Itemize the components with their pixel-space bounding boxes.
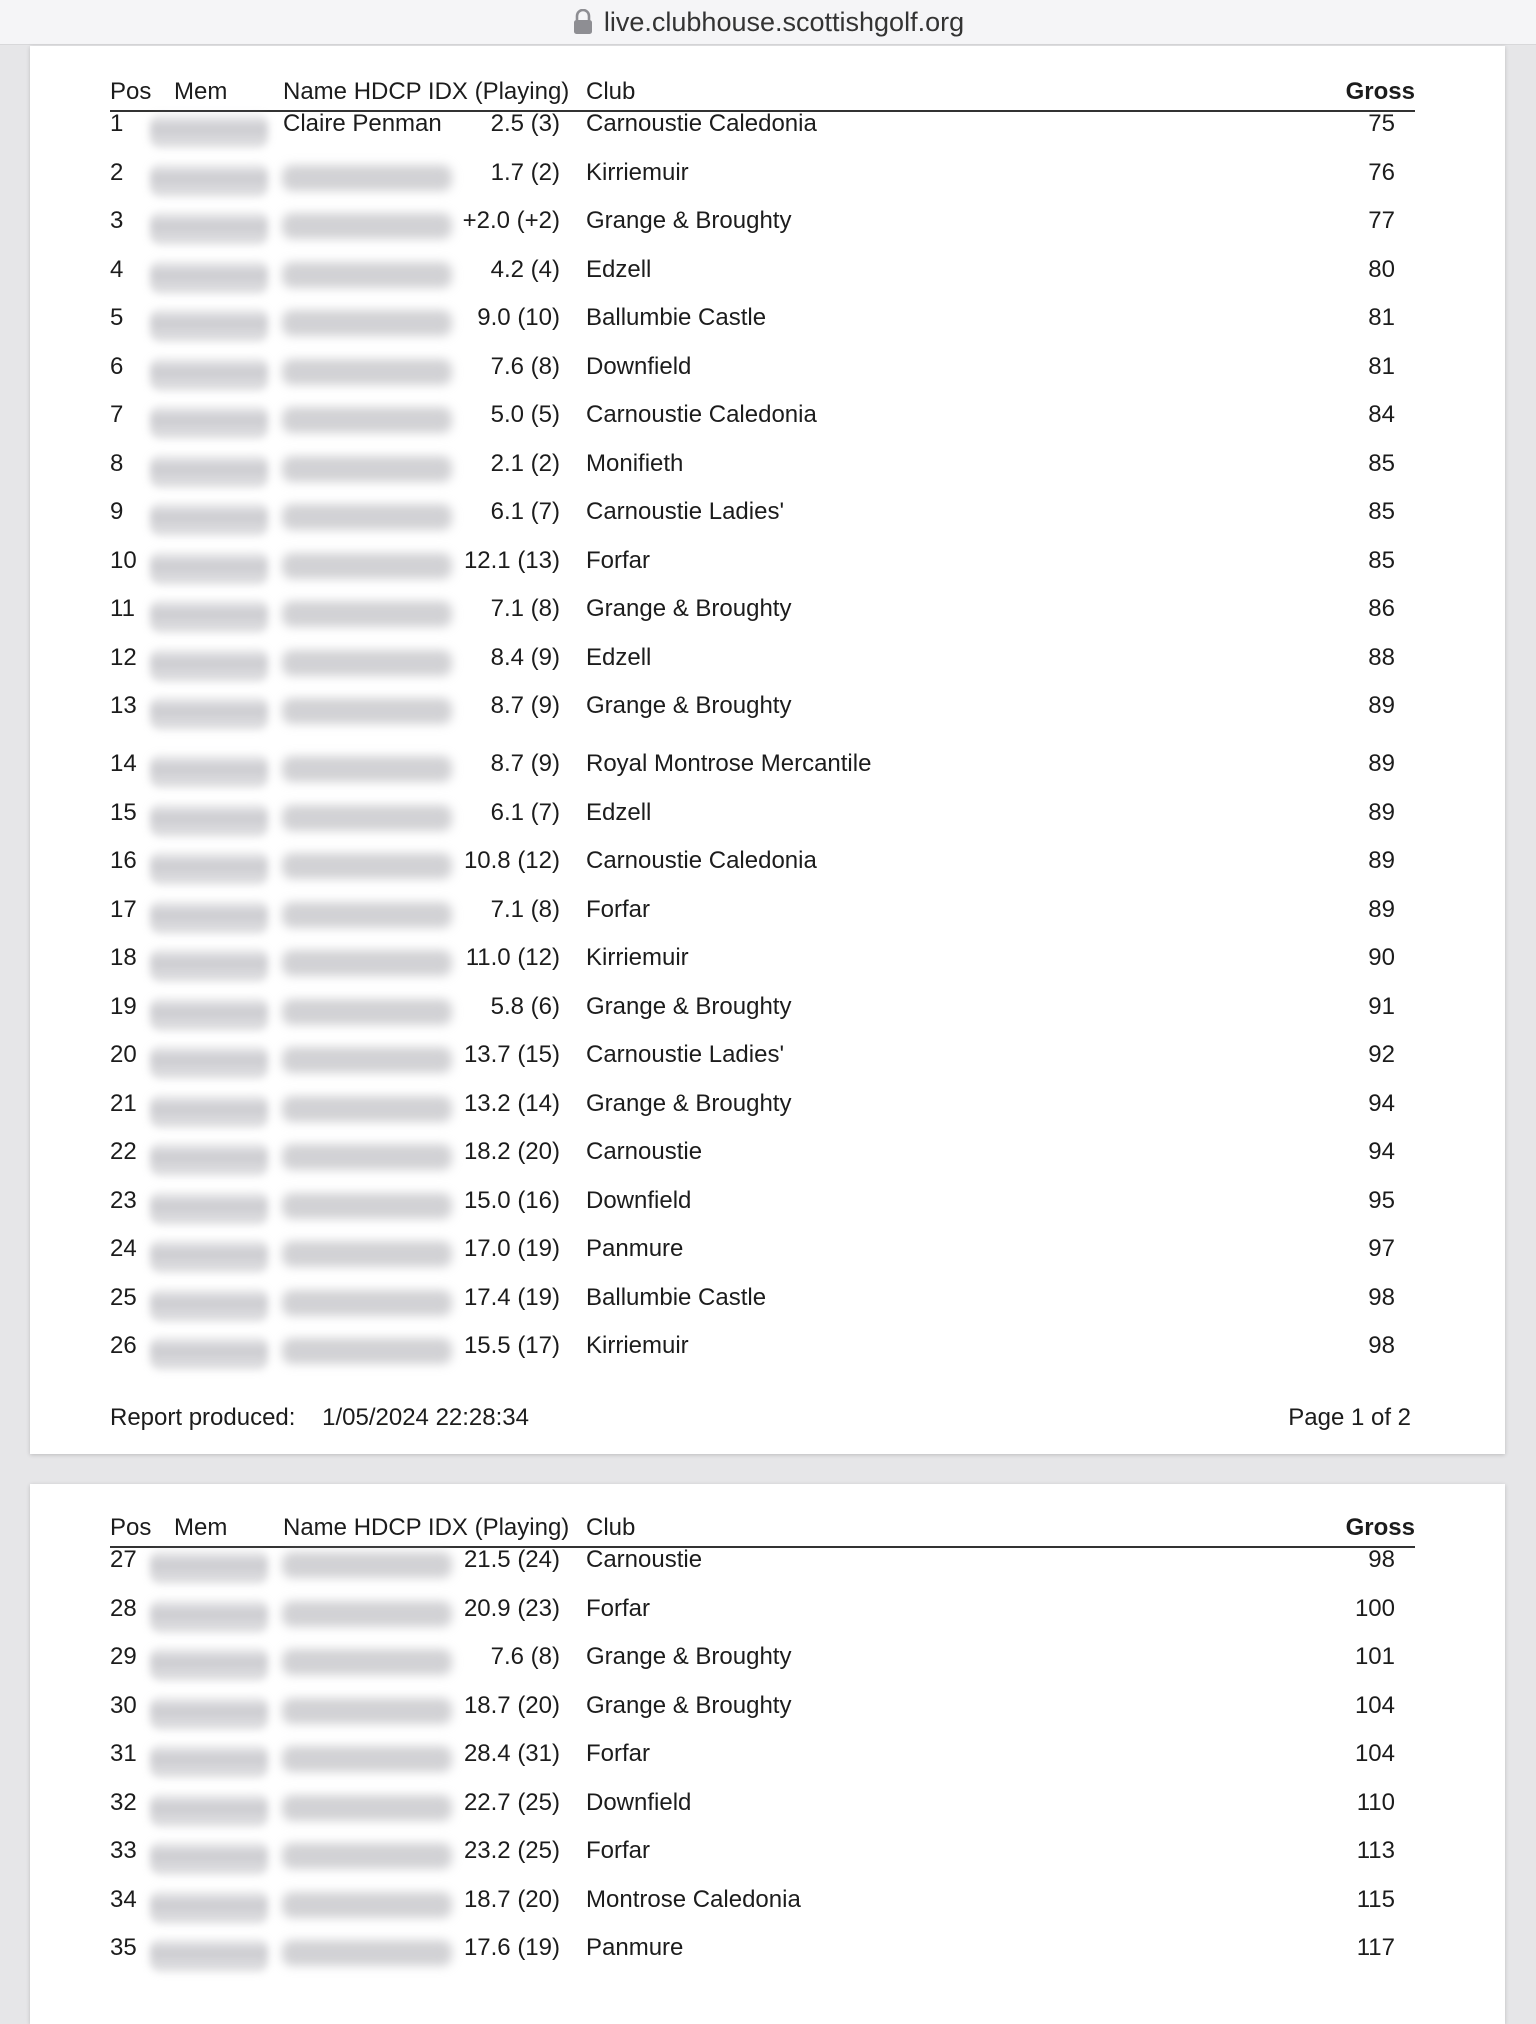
cell-gross: 91	[1368, 992, 1395, 1020]
cell-handicap: 7.1 (8)	[490, 895, 560, 923]
redacted-member-number	[150, 1288, 268, 1322]
table-row	[110, 1886, 1415, 1934]
cell-handicap: 18.7 (20)	[463, 1691, 560, 1719]
table-row	[110, 847, 1415, 895]
redacted-member-number	[150, 1239, 268, 1273]
cell-pos: 19	[110, 992, 137, 1020]
redacted-member-number	[150, 1793, 268, 1827]
cell-club: Grange & Broughty	[586, 1089, 792, 1117]
table-row	[110, 1284, 1415, 1332]
redacted-member-number	[150, 308, 268, 342]
cell-handicap: 4.2 (4)	[490, 255, 560, 283]
cell-club: Forfar	[586, 1837, 651, 1864]
cell-club: Edzell	[586, 255, 652, 283]
cell-gross: 80	[1368, 255, 1395, 283]
redacted-member-number	[150, 851, 268, 885]
cell-pos: 29	[110, 1643, 137, 1670]
cell-handicap: 1.7 (2)	[490, 158, 560, 186]
cell-pos: 10	[110, 546, 137, 574]
redacted-member-number	[150, 1142, 268, 1176]
cell-club: Montrose Caledonia	[586, 1885, 801, 1913]
redacted-member-number	[150, 1191, 268, 1225]
cell-handicap: 17.4 (19)	[463, 1283, 560, 1311]
cell-pos: 18	[110, 944, 137, 971]
header-pos: Pos	[110, 1514, 152, 1541]
table-row	[110, 450, 1415, 498]
url-text: live.clubhouse.scottishgolf.org	[603, 6, 965, 37]
cell-gross: 89	[1368, 847, 1395, 874]
table-row	[110, 1692, 1415, 1740]
cell-handicap: 21.5 (24)	[463, 1546, 560, 1573]
cell-pos: 22	[110, 1138, 137, 1165]
header-gross: Gross	[1345, 1514, 1415, 1541]
table-row	[110, 110, 1415, 158]
cell-handicap: 8.7 (9)	[490, 692, 560, 719]
cell-club: Carnoustie	[586, 1138, 703, 1165]
cell-pos: 17	[110, 895, 137, 923]
cell-handicap: 7.6 (8)	[490, 1643, 560, 1670]
cell-handicap: 5.0 (5)	[490, 401, 560, 428]
cell-handicap: 7.1 (8)	[490, 595, 560, 622]
redacted-member-number	[150, 1045, 268, 1079]
header-mem: Mem	[174, 1514, 228, 1541]
header-gross: Gross	[1345, 78, 1415, 105]
redacted-member-number	[150, 551, 268, 585]
header-name: Name HDCP IDX (Playing)	[283, 78, 570, 105]
cell-handicap: 18.7 (20)	[463, 1885, 560, 1913]
cell-gross: 90	[1368, 944, 1395, 971]
report-produced	[110, 1404, 529, 1432]
cell-pos: 11	[110, 595, 135, 622]
cell-gross: 97	[1368, 1235, 1395, 1262]
cell-club: Forfar	[586, 1594, 651, 1622]
table-row	[110, 1643, 1415, 1691]
redacted-member-number	[150, 1696, 268, 1730]
cell-gross: 89	[1368, 750, 1395, 777]
cell-pos: 30	[110, 1691, 137, 1719]
cell-gross: 81	[1368, 352, 1395, 380]
header-mem: Mem	[174, 78, 228, 105]
page-number: Page 1 of 2	[1288, 1404, 1411, 1431]
cell-pos: 3	[110, 207, 124, 234]
cell-club: Grange & Broughty	[586, 692, 792, 719]
cell-handicap: 12.1 (13)	[463, 546, 560, 574]
cell-gross: 85	[1368, 449, 1395, 477]
cell-handicap: 17.0 (19)	[463, 1235, 560, 1262]
redacted-member-number	[150, 1841, 268, 1875]
cell-gross: 81	[1368, 304, 1395, 331]
table-row	[110, 692, 1415, 740]
cell-pos: 21	[110, 1089, 137, 1117]
report-page-2	[30, 1484, 1505, 2024]
table-row	[110, 1235, 1415, 1283]
cell-pos: 1	[110, 110, 124, 137]
redacted-member-number	[150, 1744, 268, 1778]
table-row	[110, 304, 1415, 352]
cell-pos: 34	[110, 1885, 137, 1913]
table-row	[110, 1837, 1415, 1885]
report-produced-date: 1/05/2024 22:28:34	[322, 1404, 529, 1431]
cell-gross: 94	[1368, 1138, 1395, 1165]
cell-club: Carnoustie Caledonia	[586, 401, 817, 428]
cell-gross: 100	[1354, 1594, 1395, 1622]
table-row	[110, 993, 1415, 1041]
cell-handicap: 20.9 (23)	[463, 1594, 560, 1622]
cell-pos: 8	[110, 449, 124, 477]
cell-club: Grange & Broughty	[586, 1691, 792, 1719]
redacted-member-number	[150, 1094, 268, 1128]
table-row	[110, 256, 1415, 304]
redacted-member-number	[150, 1938, 268, 1972]
header-club: Club	[586, 78, 636, 105]
cell-club: Carnoustie Caledonia	[586, 110, 817, 137]
table-row	[110, 207, 1415, 255]
redacted-member-number	[150, 1599, 268, 1633]
cell-pos: 25	[110, 1283, 137, 1311]
cell-pos: 20	[110, 1041, 137, 1068]
redacted-member-number	[150, 696, 268, 730]
cell-pos: 27	[110, 1546, 137, 1573]
cell-name: Claire Penman	[283, 110, 442, 137]
header-pos: Pos	[110, 78, 152, 105]
cell-pos: 14	[110, 750, 137, 777]
address-bar[interactable]	[0, 0, 1536, 45]
cell-pos: 12	[110, 643, 137, 671]
table-row	[110, 896, 1415, 944]
table-row	[110, 1934, 1415, 1982]
cell-club: Kirriemuir	[586, 158, 689, 186]
cell-pos: 2	[110, 158, 124, 186]
cell-gross: 89	[1368, 895, 1395, 923]
cell-pos: 16	[110, 847, 137, 874]
cell-gross: 88	[1368, 643, 1395, 671]
table-row	[110, 595, 1415, 643]
cell-handicap: 2.1 (2)	[490, 449, 560, 477]
cell-club: Panmure	[586, 1235, 684, 1262]
redacted-member-number	[150, 1550, 268, 1584]
redacted-member-number	[150, 997, 268, 1031]
redacted-member-number	[150, 405, 268, 439]
cell-pos: 13	[110, 692, 137, 719]
cell-gross: 94	[1368, 1089, 1395, 1117]
redacted-member-number	[150, 1647, 268, 1681]
cell-handicap: 11.0 (12)	[465, 944, 560, 971]
cell-gross: 98	[1368, 1546, 1395, 1573]
cell-gross: 110	[1356, 1788, 1395, 1816]
redacted-member-number	[150, 454, 268, 488]
cell-gross: 98	[1368, 1332, 1395, 1359]
cell-handicap: 15.5 (17)	[463, 1332, 560, 1359]
cell-gross: 85	[1368, 546, 1395, 574]
redacted-member-number	[150, 1890, 268, 1924]
cell-handicap: 6.1 (7)	[490, 798, 560, 826]
cell-pos: 15	[110, 798, 137, 826]
table-row	[110, 1187, 1415, 1235]
cell-handicap: 8.4 (9)	[490, 643, 560, 671]
cell-handicap: 6.1 (7)	[490, 498, 560, 525]
redacted-member-number	[150, 948, 268, 982]
table-row	[110, 750, 1415, 798]
cell-club: Carnoustie Ladies'	[586, 1041, 785, 1068]
cell-club: Downfield	[586, 352, 692, 380]
cell-club: Edzell	[586, 798, 652, 826]
cell-pos: 24	[110, 1235, 137, 1262]
cell-club: Carnoustie Caledonia	[586, 847, 817, 874]
cell-club: Royal Montrose Mercantile	[586, 750, 872, 777]
cell-club: Forfar	[586, 895, 651, 923]
redacted-member-number	[150, 114, 268, 148]
cell-gross: 104	[1354, 1740, 1395, 1767]
cell-club: Forfar	[586, 546, 651, 574]
cell-gross: 95	[1368, 1186, 1395, 1214]
cell-club: Carnoustie	[586, 1546, 703, 1573]
table-row	[110, 1090, 1415, 1138]
cell-gross: 104	[1354, 1691, 1395, 1719]
cell-club: Panmure	[586, 1934, 684, 1961]
cell-gross: 76	[1368, 158, 1395, 186]
cell-handicap: 15.0 (16)	[463, 1186, 560, 1214]
cell-pos: 35	[110, 1934, 137, 1961]
cell-gross: 113	[1356, 1837, 1395, 1864]
table-row	[110, 547, 1415, 595]
report-page-1	[30, 46, 1505, 1454]
redacted-member-number	[150, 163, 268, 197]
redacted-member-number	[150, 754, 268, 788]
table-header	[110, 74, 1415, 112]
cell-club: Ballumbie Castle	[586, 304, 767, 331]
cell-handicap: 22.7 (25)	[463, 1788, 560, 1816]
cell-club: Forfar	[586, 1740, 651, 1767]
redacted-member-number	[150, 803, 268, 837]
redacted-member-number	[150, 900, 268, 934]
cell-gross: 117	[1356, 1934, 1395, 1961]
cell-gross: 89	[1368, 798, 1395, 826]
cell-club: Ballumbie Castle	[586, 1283, 767, 1311]
redacted-member-number	[150, 502, 268, 536]
cell-pos: 28	[110, 1594, 137, 1622]
table-row	[110, 944, 1415, 992]
table-row	[110, 1595, 1415, 1643]
table-row	[110, 1789, 1415, 1837]
table-row	[110, 353, 1415, 401]
cell-club: Grange & Broughty	[586, 992, 792, 1020]
header-name: Name HDCP IDX (Playing)	[283, 1514, 570, 1541]
cell-gross: 86	[1368, 595, 1395, 622]
cell-handicap: 8.7 (9)	[490, 750, 560, 777]
cell-handicap: +2.0 (+2)	[462, 207, 560, 234]
cell-handicap: 10.8 (12)	[463, 847, 560, 874]
cell-club: Downfield	[586, 1186, 692, 1214]
cell-gross: 89	[1368, 692, 1395, 719]
cell-pos: 7	[110, 401, 124, 428]
cell-handicap: 23.2 (25)	[463, 1837, 560, 1864]
cell-pos: 33	[110, 1837, 137, 1864]
cell-handicap: 5.8 (6)	[490, 992, 560, 1020]
cell-handicap: 2.5 (3)	[490, 110, 560, 137]
cell-handicap: 28.4 (31)	[463, 1740, 560, 1767]
cell-club: Kirriemuir	[586, 944, 689, 971]
cell-club: Grange & Broughty	[586, 1643, 792, 1670]
table-row	[110, 401, 1415, 449]
cell-club: Monifieth	[586, 449, 684, 477]
redacted-member-number	[150, 357, 268, 391]
cell-handicap: 13.2 (14)	[463, 1089, 560, 1117]
table-header	[110, 1510, 1415, 1548]
table-row	[110, 1740, 1415, 1788]
cell-gross: 101	[1354, 1643, 1395, 1670]
cell-club: Grange & Broughty	[586, 595, 792, 622]
redacted-member-number	[150, 648, 268, 682]
redacted-member-number	[150, 211, 268, 245]
cell-club: Grange & Broughty	[586, 207, 792, 234]
table-row	[110, 498, 1415, 546]
cell-pos: 26	[110, 1332, 137, 1359]
cell-gross: 84	[1368, 401, 1395, 428]
cell-gross: 75	[1368, 110, 1395, 137]
header-club: Club	[586, 1514, 636, 1541]
cell-pos: 23	[110, 1186, 137, 1214]
cell-pos: 5	[110, 304, 124, 331]
cell-pos: 4	[110, 255, 124, 283]
table-row	[110, 159, 1415, 207]
cell-handicap: 7.6 (8)	[490, 352, 560, 380]
cell-handicap: 18.2 (20)	[463, 1138, 560, 1165]
cell-handicap: 17.6 (19)	[463, 1934, 560, 1961]
cell-club: Edzell	[586, 643, 652, 671]
cell-gross: 92	[1368, 1041, 1395, 1068]
cell-club: Downfield	[586, 1788, 692, 1816]
cell-pos: 9	[110, 498, 124, 525]
cell-club: Kirriemuir	[586, 1332, 689, 1359]
redacted-member-number	[150, 1336, 268, 1370]
cell-pos: 31	[110, 1740, 137, 1767]
cell-club: Carnoustie Ladies'	[586, 498, 785, 525]
table-row	[110, 799, 1415, 847]
redacted-member-number	[150, 260, 268, 294]
cell-gross: 115	[1356, 1885, 1395, 1913]
table-row	[110, 644, 1415, 692]
table-row	[110, 1041, 1415, 1089]
table-row	[110, 1138, 1415, 1186]
cell-handicap: 13.7 (15)	[463, 1041, 560, 1068]
cell-gross: 98	[1368, 1283, 1395, 1311]
redacted-member-number	[150, 599, 268, 633]
cell-gross: 77	[1368, 207, 1395, 234]
cell-pos: 32	[110, 1788, 137, 1816]
cell-gross: 85	[1368, 498, 1395, 525]
cell-handicap: 9.0 (10)	[477, 304, 560, 331]
cell-pos: 6	[110, 352, 124, 380]
table-row	[110, 1546, 1415, 1594]
table-row	[110, 1332, 1415, 1380]
report-produced-label: Report produced:	[110, 1404, 296, 1431]
lock-icon	[572, 9, 594, 35]
